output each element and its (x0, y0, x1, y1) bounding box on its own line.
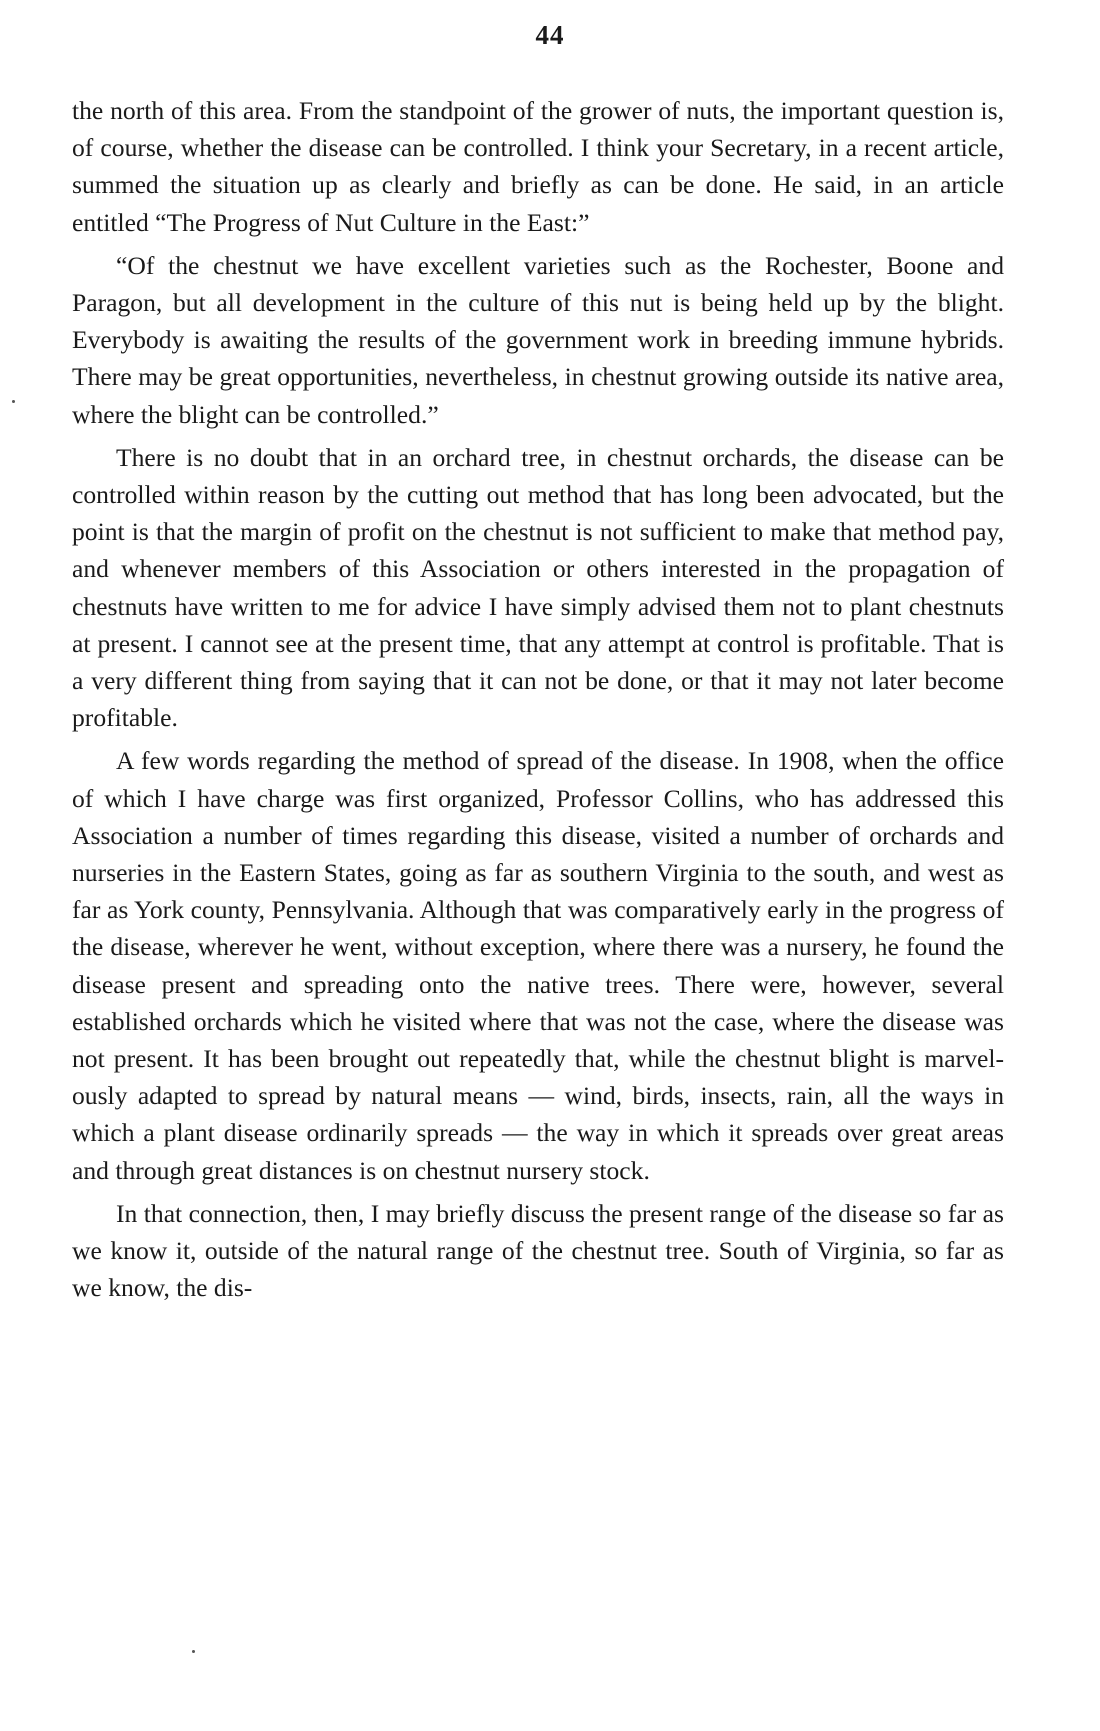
scan-speck (12, 400, 15, 403)
paragraph-4: A few words regarding the method of spread of the disease. In 1908, when the office of which I have charge was first organized, Professor Collins, who has addressed this Association a number of times regarding this disease, visited a number of orchards and nurseries in the Eastern States, going as far as southern Virginia to the south, and west as far as York county, Pennsylvania. Although that was comparatively early in the progress of the disease, wherever he went, without exception, where there was a nursery, he found the disease present and spreading onto the native trees. There were, however, several established orchards which he visited where that was not the case, where the disease was not present. It has been brought out repeatedly that, while the chestnut blight is marvelously adapted to spread by natural means — wind, birds, insects, rain, all the ways in which a plant disease ordinarily spreads — the way in which it spreads over great areas and through great distances is on chestnut nursery stock. (72, 746, 1004, 1185)
paragraph-2-quotation: “Of the chestnut we have excellent varieties such as the Rochester, Boone and Paragon, but all development in the culture of this nut is being held up by the blight. Everybody is awaiting the results of the government work in breeding immune hybrids. There may be great opportunities, nevertheless, in chestnut growing outside its native area, where the blight can be controlled.” (72, 250, 1004, 429)
paragraph-1: the north of this area. From the standpoint of the grower of nuts, the important question is, of course, whether the disease can be controlled. I think your Secretary, in a recent article, summed the situation up as clearly and briefly as can be done. He said, in an article entitled “The Progress of Nut Culture in the East:” (72, 96, 1004, 237)
page-number: 44 (535, 20, 565, 50)
scan-speck (192, 1650, 195, 1653)
body-text (72, 92, 1004, 1313)
paragraph-5: In that connection, then, I may briefly discuss the present range of the disease so far as we know it, outside of the natural range of the chestnut tree. South of Virginia, so far as we know, the dis- (72, 1198, 1004, 1303)
paragraph-3: There is no doubt that in an orchard tree, in chestnut orchards, the disease can be controlled within reason by the cutting out method that has long been advocated, but the point is that the margin of profit on the chestnut is not sufficient to make that method pay, and whenever members of this Association or others interested in the propagation of chestnuts have written to me for advice I have simply advised them not to plant chestnuts at present. I cannot see at the present time, that any attempt at control is profitable. That is a very different thing from saying that it can not be done, or that it may not later become profitable. (72, 442, 1004, 733)
